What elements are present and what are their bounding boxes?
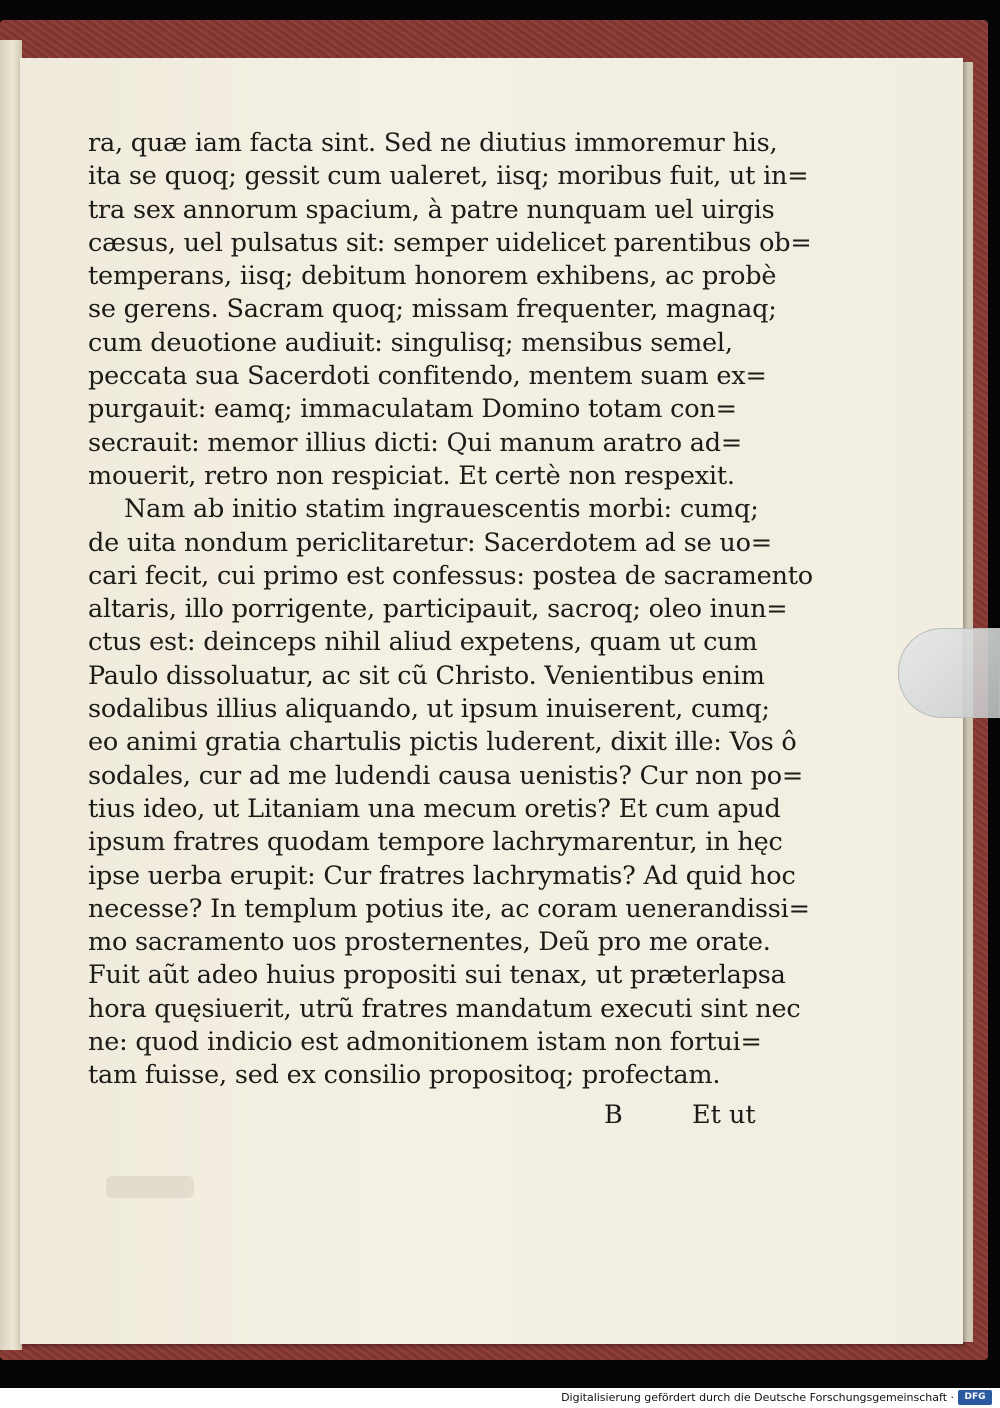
text-line: ita se quoq; gessit cum ualeret, iisq; moribus fuit, ut in= <box>88 161 809 192</box>
dfg-logo: DFG <box>958 1390 992 1405</box>
text-line: tam fuisse, sed ex consilio propositoq; profectam. <box>88 1060 721 1091</box>
text-line: Paulo dissoluatur, ac sit cũ Christo. Venientibus enim <box>88 660 765 691</box>
text-line: necesse? In templum potius ite, ac coram uenerandissi= <box>88 893 810 924</box>
text-line: sodales, cur ad me ludendi causa uenistis? Cur non po= <box>88 760 804 791</box>
catchword: Et ut <box>692 1100 756 1130</box>
glass-clip-tab <box>898 628 1000 718</box>
text-line: ipse uerba erupit: Cur fratres lachrymatis? Ad quid hoc <box>88 860 796 891</box>
book-gutter <box>0 40 22 1350</box>
signature-mark: B <box>604 1100 623 1130</box>
text-line: Fuit aũt adeo huius propositi sui tenax, ut præterlapsa <box>88 960 786 991</box>
text-line: ne: quod indicio est admonitionem istam non fortui= <box>88 1027 762 1058</box>
show-through-mark <box>106 1176 194 1198</box>
text-line: ra, quæ iam facta sint. Sed ne diutius immoremur his, <box>88 128 778 158</box>
page-text <box>88 127 813 1093</box>
text-line: tra sex annorum spacium, à patre nunquam uel uirgis <box>88 194 775 225</box>
text-line: sodalibus illius aliquando, ut ipsum inuiserent, cumq; <box>88 694 770 725</box>
text-line: tius ideo, ut Litaniam una mecum oretis? Et cum apud <box>88 793 781 824</box>
text-line: de uita nondum periclitaretur: Sacerdotem ad se uo= <box>88 527 772 558</box>
footer-bar <box>0 1388 1000 1408</box>
text-line: cari fecit, cui primo est confessus: postea de sacramento <box>88 560 813 591</box>
text-line: eo animi gratia chartulis pictis luderent, dixit ille: Vos ô <box>88 727 797 758</box>
text-line: purgauit: eamq; immaculatam Domino totam con= <box>88 394 737 425</box>
text-line: peccata sua Sacerdoti confitendo, mentem suam ex= <box>88 361 767 392</box>
text-line: mouerit, retro non respiciat. Et certè non respexit. <box>88 460 735 491</box>
text-line: mo sacramento uos prosternentes, Deũ pro me orate. <box>88 927 771 958</box>
funding-notice: Digitalisierung gefördert durch die Deutsche Forschungsgemeinschaft · <box>561 1391 954 1404</box>
text-line: temperans, iisq; debitum honorem exhibens, ac probè <box>88 261 777 292</box>
text-line: cæsus, uel pulsatus sit: semper uidelicet parentibus ob= <box>88 227 812 258</box>
text-line: secrauit: memor illius dicti: Qui manum aratro ad= <box>88 427 743 458</box>
text-line: hora quęsiuerit, utrũ fratres mandatum executi sint nec <box>88 993 801 1024</box>
text-line: ctus est: deinceps nihil aliud expetens, quam ut cum <box>88 627 758 658</box>
text-line: altaris, illo porrigente, participauit, sacroq; oleo inun= <box>88 594 788 625</box>
text-line: cum deuotione audiuit: singulisq; mensibus semel, <box>88 327 733 358</box>
text-line: ipsum fratres quodam tempore lachrymarentur, in hęc <box>88 827 783 858</box>
text-line: se gerens. Sacram quoq; missam frequenter, magnaq; <box>88 294 777 325</box>
paragraph-start-line: Nam ab initio statim ingrauescentis morbi: cumq; <box>124 494 759 525</box>
